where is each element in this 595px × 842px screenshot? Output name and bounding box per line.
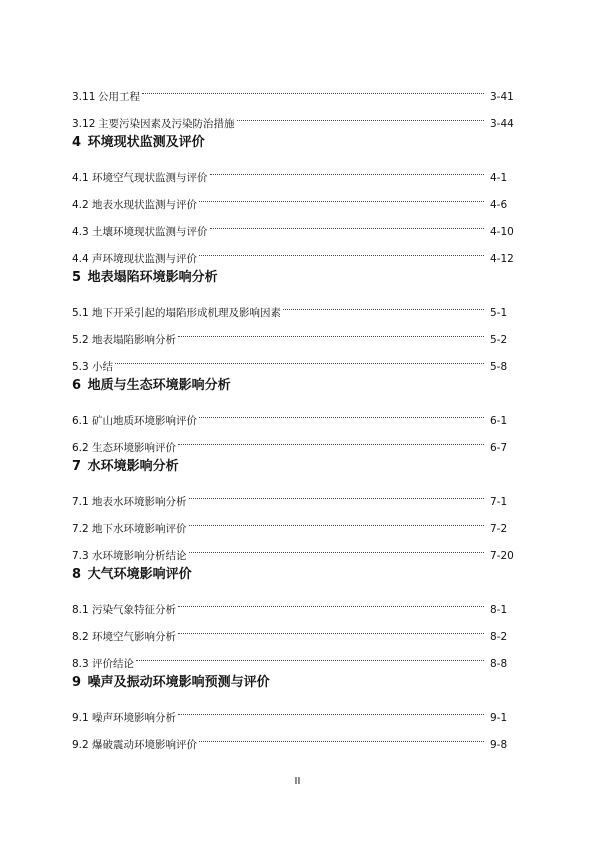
- section-number: 5.1: [72, 307, 89, 319]
- chapter-title: 地质与生态环境影响分析: [87, 378, 231, 393]
- dot-leader: [199, 186, 484, 208]
- section-number: 3.11: [72, 91, 96, 103]
- section-number: 4.1: [72, 172, 89, 184]
- chapter-title: 大气环境影响评价: [87, 567, 192, 582]
- page-reference: 6-7: [490, 442, 508, 454]
- section-title: 地表塌陷影响分析: [92, 334, 176, 346]
- page-reference: 8-2: [490, 631, 508, 643]
- chapter-number: 6: [72, 378, 82, 393]
- dot-leader: [115, 348, 484, 370]
- page-reference: 5-2: [490, 334, 508, 346]
- section-title: 地表水现状监测与评价: [92, 199, 197, 211]
- section-number: 5.2: [72, 334, 89, 346]
- page-reference: 8-8: [490, 658, 508, 670]
- table-of-contents: [72, 78, 514, 753]
- section-title: 污染气象特征分析: [92, 604, 176, 616]
- section-title: 声环境现状监测与评价: [92, 253, 197, 265]
- page-reference: 3-44: [490, 118, 514, 130]
- page-number: II: [294, 776, 301, 787]
- toc-entry[interactable]: [72, 159, 514, 186]
- section-title: 地表水环境影响分析: [92, 496, 187, 508]
- dot-leader: [199, 240, 484, 262]
- dot-leader: [189, 483, 485, 505]
- section-title: 环境空气现状监测与评价: [92, 172, 208, 184]
- section-title: 小结: [92, 361, 113, 373]
- chapter-title: 噪声及振动环境影响预测与评价: [87, 675, 270, 690]
- section-title: 公用工程: [98, 91, 140, 103]
- section-number: 8.1: [72, 604, 89, 616]
- dot-leader: [178, 321, 484, 343]
- dot-leader: [136, 645, 484, 667]
- section-title: 爆破震动环境影响评价: [92, 739, 197, 751]
- page-reference: 7-2: [490, 523, 508, 535]
- chapter-title: 地表塌陷环境影响分析: [87, 270, 218, 285]
- section-number: 4.3: [72, 226, 89, 238]
- section-number: 6.2: [72, 442, 89, 454]
- page-reference: 3-41: [490, 91, 514, 103]
- dot-leader: [178, 591, 484, 613]
- section-number: 5.3: [72, 361, 89, 373]
- page-reference: 7-20: [490, 550, 514, 562]
- toc-entry[interactable]: [72, 591, 514, 618]
- dot-leader: [189, 537, 485, 559]
- section-number: 9.2: [72, 739, 89, 751]
- toc-entry[interactable]: [72, 402, 514, 429]
- section-number: 4.4: [72, 253, 89, 265]
- toc-chapter-heading[interactable]: [72, 375, 514, 402]
- dot-leader: [237, 105, 485, 127]
- dot-leader: [283, 294, 484, 316]
- section-number: 9.1: [72, 712, 89, 724]
- section-title: 地下水环境影响评价: [92, 523, 187, 535]
- toc-chapter-heading[interactable]: [72, 267, 514, 294]
- toc-entry[interactable]: [72, 483, 514, 510]
- toc-entry[interactable]: [72, 537, 514, 564]
- chapter-number: 9: [72, 675, 82, 690]
- dot-leader: [199, 402, 484, 424]
- toc-entry[interactable]: [72, 510, 514, 537]
- section-title: 土壤环境现状监测与评价: [92, 226, 208, 238]
- dot-leader: [178, 429, 484, 451]
- page-reference: 4-10: [490, 226, 514, 238]
- toc-chapter-heading[interactable]: [72, 132, 514, 159]
- section-title: 噪声环境影响分析: [92, 712, 176, 724]
- toc-chapter-heading[interactable]: [72, 564, 514, 591]
- toc-entry[interactable]: [72, 78, 514, 105]
- section-title: 主要污染因素及污染防治措施: [98, 118, 235, 130]
- toc-entry[interactable]: [72, 186, 514, 213]
- toc-entry[interactable]: [72, 240, 514, 267]
- page-reference: 8-1: [490, 604, 508, 616]
- page-reference: 9-8: [490, 739, 508, 751]
- toc-entry[interactable]: [72, 618, 514, 645]
- page-reference: 4-12: [490, 253, 514, 265]
- section-number: 7.2: [72, 523, 89, 535]
- page-reference: 9-1: [490, 712, 508, 724]
- dot-leader: [178, 699, 484, 721]
- dot-leader: [142, 78, 484, 100]
- section-number: 7.1: [72, 496, 89, 508]
- page-reference: 5-8: [490, 361, 508, 373]
- section-number: 3.12: [72, 118, 96, 130]
- section-title: 环境空气影响分析: [92, 631, 176, 643]
- dot-leader: [199, 726, 484, 748]
- page-reference: 5-1: [490, 307, 508, 319]
- toc-entry[interactable]: [72, 321, 514, 348]
- toc-entry[interactable]: [72, 348, 514, 375]
- section-number: 8.2: [72, 631, 89, 643]
- page-reference: 6-1: [490, 415, 508, 427]
- chapter-number: 7: [72, 459, 82, 474]
- dot-leader: [210, 213, 485, 235]
- toc-entry[interactable]: [72, 294, 514, 321]
- page-reference: 7-1: [490, 496, 508, 508]
- toc-chapter-heading[interactable]: [72, 456, 514, 483]
- chapter-number: 4: [72, 135, 82, 150]
- chapter-number: 5: [72, 270, 82, 285]
- section-title: 矿山地质环境影响评价: [92, 415, 197, 427]
- dot-leader: [189, 510, 485, 532]
- section-number: 4.2: [72, 199, 89, 211]
- section-title: 地下开采引起的塌陷形成机理及影响因素: [92, 307, 281, 319]
- toc-entry[interactable]: [72, 645, 514, 672]
- dot-leader: [178, 618, 484, 640]
- chapter-number: 8: [72, 567, 82, 582]
- chapter-title: 水环境影响分析: [87, 459, 179, 474]
- section-number: 6.1: [72, 415, 89, 427]
- dot-leader: [210, 159, 485, 181]
- toc-entry[interactable]: [72, 213, 514, 240]
- section-number: 8.3: [72, 658, 89, 670]
- section-number: 7.3: [72, 550, 89, 562]
- toc-entry[interactable]: [72, 105, 514, 132]
- page-reference: 4-1: [490, 172, 508, 184]
- chapter-title: 环境现状监测及评价: [87, 135, 205, 150]
- toc-entry[interactable]: [72, 699, 514, 726]
- section-title: 水环境影响分析结论: [92, 550, 187, 562]
- toc-entry[interactable]: [72, 726, 514, 753]
- page-reference: 4-6: [490, 199, 508, 211]
- section-title: 评价结论: [92, 658, 134, 670]
- toc-entry[interactable]: [72, 429, 514, 456]
- toc-chapter-heading[interactable]: [72, 672, 514, 699]
- section-title: 生态环境影响评价: [92, 442, 176, 454]
